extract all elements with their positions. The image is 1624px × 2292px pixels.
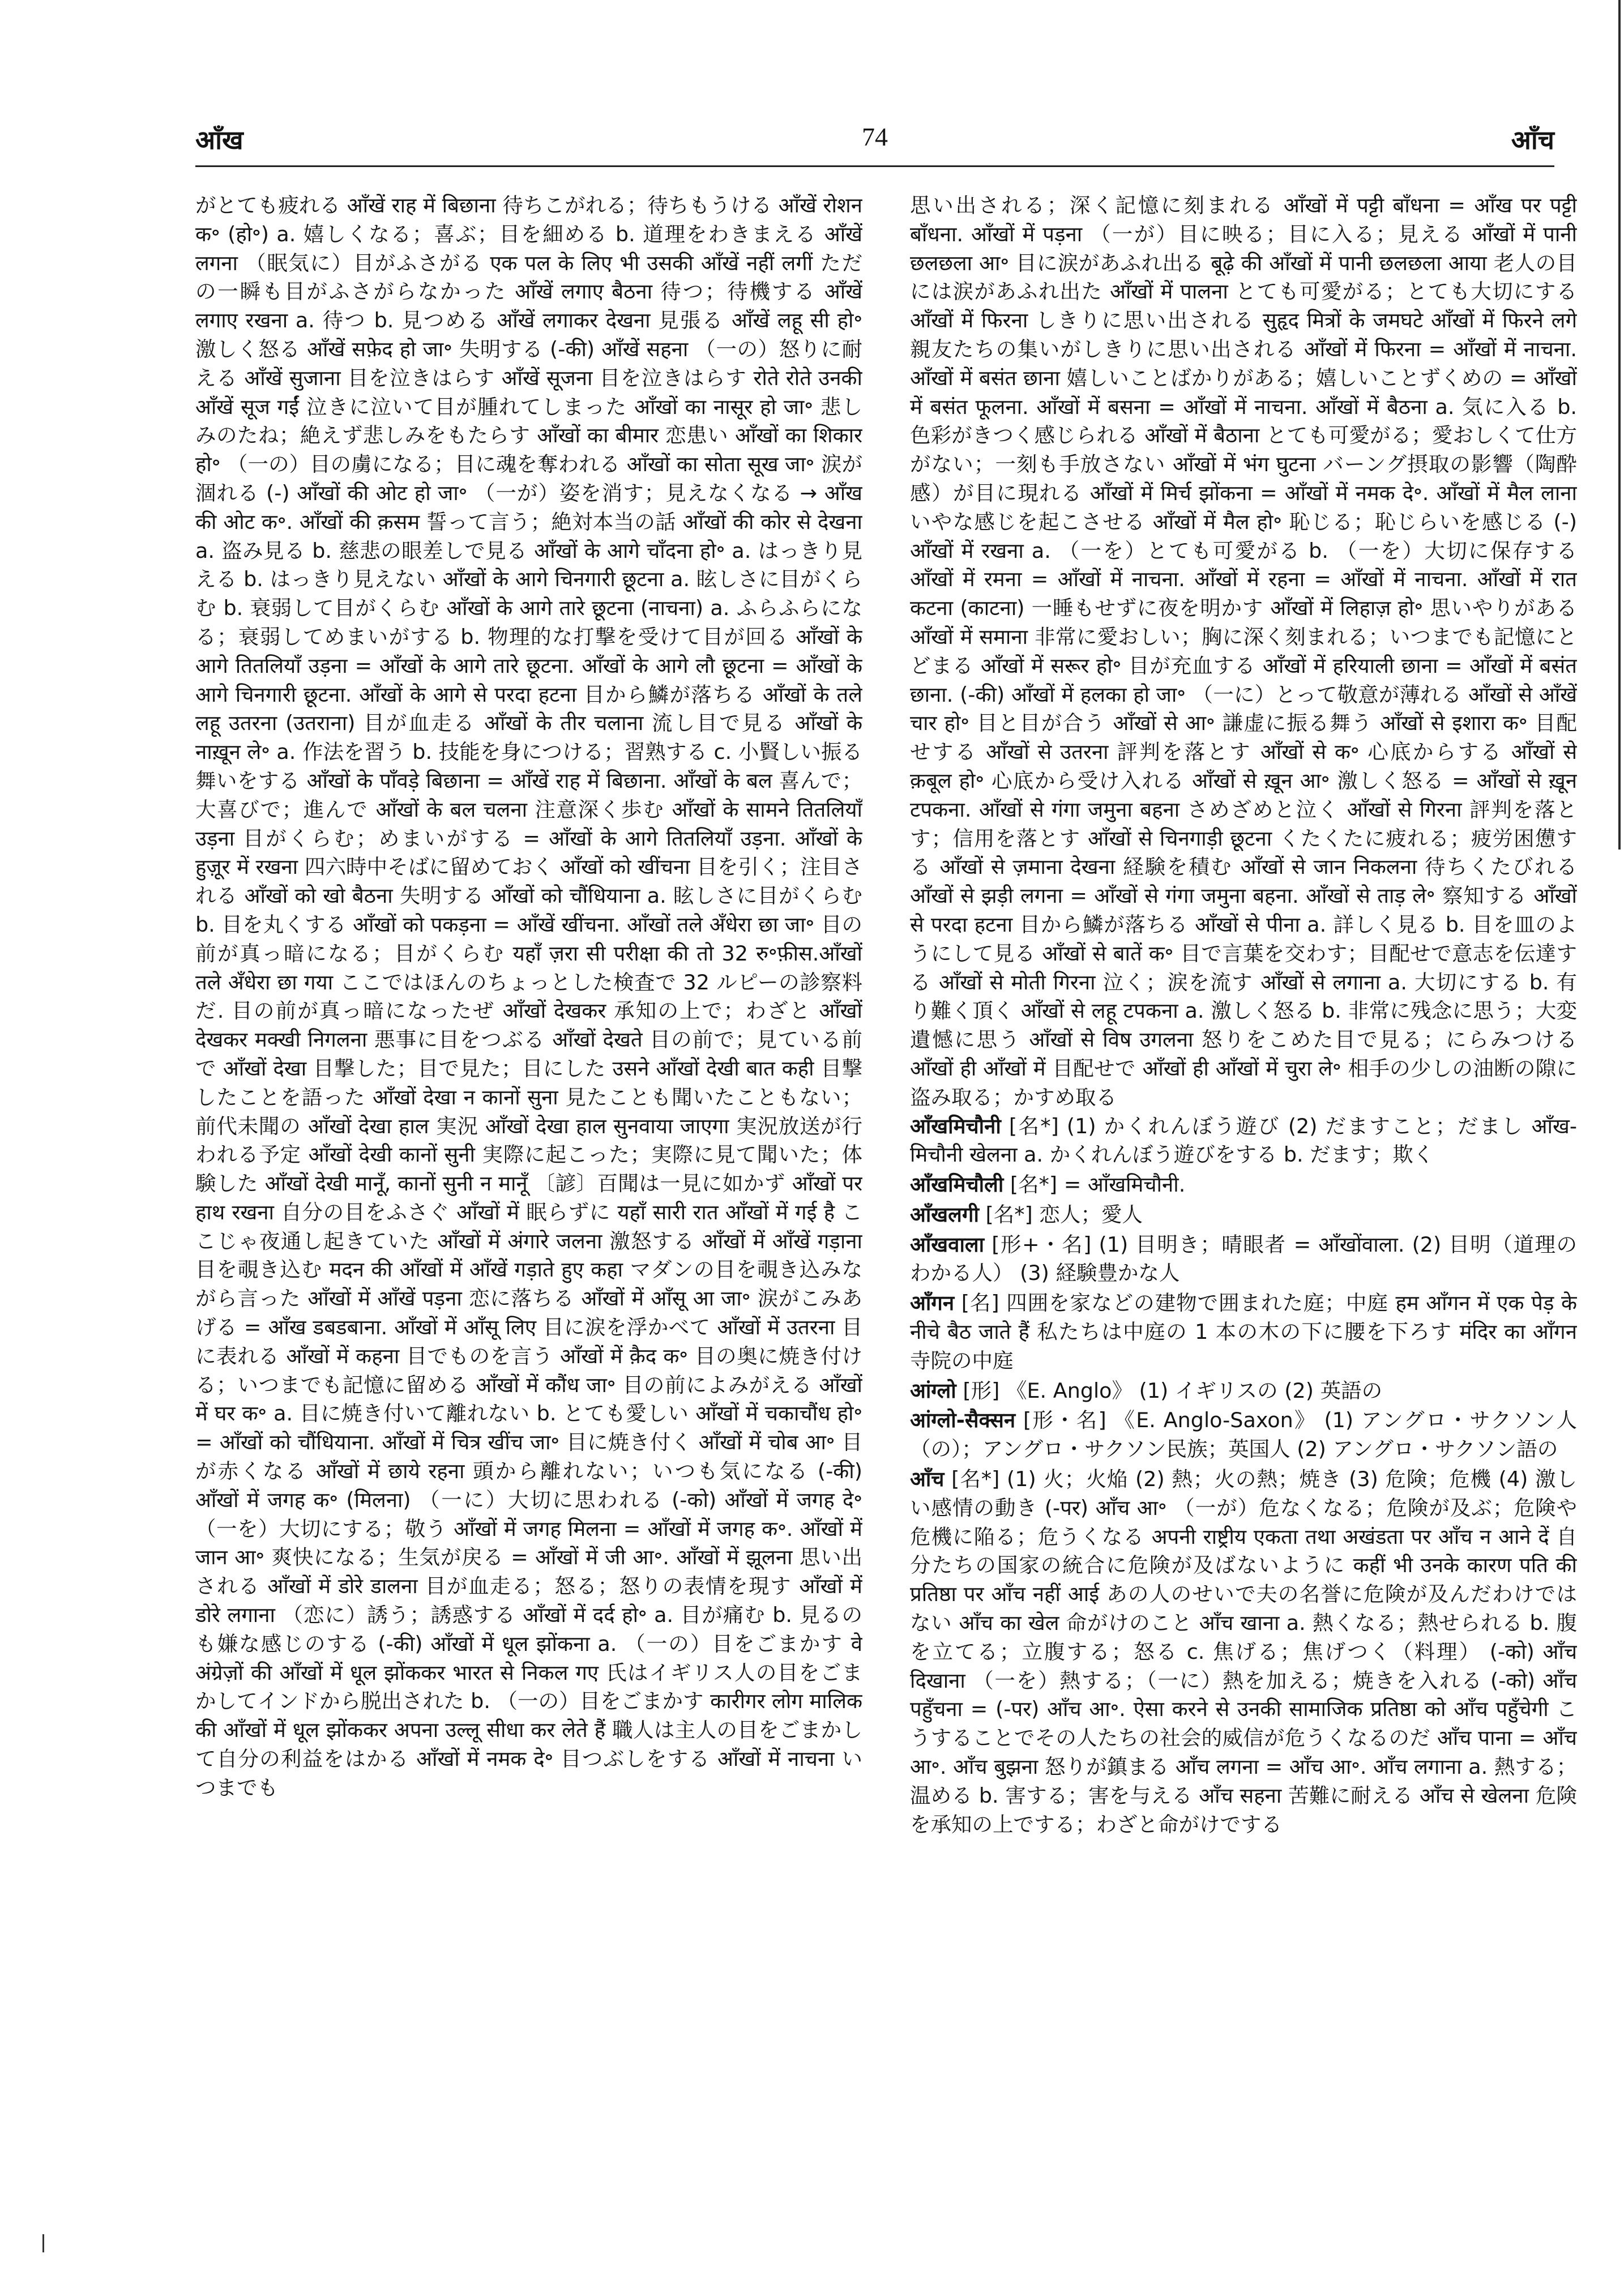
entry-definition: (1) 目明き；晴眼者 = आँखोंवाला. (2) 目明（道理のわかる人） (3) 経験豊かな人 (910, 1232, 1577, 1286)
dictionary-entry (910, 1201, 1577, 1230)
entry-definition: 四囲を家などの建物で囲まれた庭；中庭 हम आँगन में एक पेड़ के नीचे बैठ जाते हैं 私たちは中庭の 1 本の木の下に腰を下ろす मंदिर का आँगन 寺院の中庭 (910, 1291, 1577, 1373)
dictionary-entry (910, 1231, 1577, 1288)
entry-grammar: [名*] (1008, 1113, 1059, 1138)
right-column-continuation: 思い出される；深く記憶に刻まれる आँखों में पट्टी बाँधना = आँख पर पट्टी बाँधना. आँखों में पड़ना （一が）目に映る；目に入る；見える आँखों में पानी छलछला आ॰ 目に涙があふれ出る बूढ़े की आँखों में पानी छलछला आया 老人の目には涙があふれ出た आँखों में पालना とても可愛がる；とても大切にする आँखों में फिरना しきりに思い出される सुहृद मित्रों के जमघटे आँखों में फिरने लगे 親友たちの集いがしきりに思い出される आँखों में फिरना = आँखों में नाचना. आँखों में बसंत छाना 嬉しいことばかりがある；嬉しいことずくめの = आँखों में बसंत फूलना. आँखों में बसना = आँखों में नाचना. आँखों में बैठना a. 気に入る b. 色彩がきつく感じられる आँखों में बैठाना とても可愛がる；愛おしくて仕方がない；一刻も手放さない आँखों में भंग घुटना バーング摂取の影響（陶酔感）が目に現れる आँखों में मिर्च झोंकना = आँखों में नमक दे॰. आँखों में मैल लाना いやな感じを起こさせる आँखों में मैल हो॰ 恥じる；恥じらいを感じる (-) आँखों में रखना a. （一を）とても可愛がる b. （一を）大切に保存する आँखों में रमना = आँखों में नाचना. आँखों में रहना = आँखों में नाचना. आँखों में रात कटना (काटना) 一睡もせずに夜を明かす आँखों में लिहाज़ हो॰ 思いやりがある आँखों में समाना 非常に愛おしい；胸に深く刻まれる；いつまでも記憶にとどまる आँखों में सरूर हो॰ 目が充血する आँखों में हरियाली छाना = आँखों में बसंत छाना. (-की) आँखों में हलका हो जा॰ （一に）とって敬意が薄れる आँखों से आँखें चार हो॰ 目と目が合う आँखों से आ॰ 謙虚に振る舞う आँखों से इशारा क॰ 目配せする आँखों से उतरना 評判を落とす आँखों से क॰ 心底からする आँखों से क़बूल हो॰ 心底から受け入れる आँखों से ख़ून आ॰ 激しく怒る = आँखों से ख़ून टपकना. आँखों से गंगा जमुना बहना さめざめと泣く आँखों से गिरना 評判を落とす；信用を落とす आँखों से चिनगाड़ी छूटना くたくたに疲れる；疲労困憊する आँखों से ज़माना देखना 経験を積む आँखों से जान निकलना 待ちくたびれる आँखों से झड़ी लगना = आँखों से गंगा जमुना बहना. आँखों से ताड़ ले॰ 察知する आँखों से परदा हटना 目から鱗が落ちる आँखों से पीना a. 詳しく見る b. 目を皿のようにして見る आँखों से बातें क॰ 目で言葉を交わす；目配せで意志を伝達する आँखों से मोती गिरना 泣く；涙を流す आँखों से लगाना a. 大切にする b. 有り難く頂く आँखों से लहू टपकना a. 激しく怒る b. 非常に残念に思う；大変遺憾に思う आँखों से विष उगलना 怒りをこめた目で見る；にらみつける आँखों ही आँखों में 目配せで आँखों ही आँखों में चुरा ले॰ 相手の少しの油断の隙に盗み取る；かすめ取る (910, 193, 1577, 1109)
entry-headword: आंग्लो-सैक्सन (910, 1408, 1016, 1433)
right-column (910, 191, 1577, 2230)
entry-grammar: [名] (961, 1291, 999, 1316)
entry-headword: आँखमिचौनी (910, 1113, 1001, 1138)
entry-grammar: [名*] (1010, 1172, 1058, 1197)
dictionary-entry (910, 1406, 1577, 1464)
entry-headword: आँखलगी (910, 1202, 979, 1227)
header-rule (195, 165, 1554, 167)
scan-edge-line (1618, 0, 1621, 850)
dictionary-entry (910, 1112, 1577, 1170)
entry-headword: आँखवाला (910, 1232, 985, 1257)
dictionary-entry (910, 1289, 1577, 1375)
running-head (195, 122, 1554, 161)
dictionary-entry (910, 1465, 1577, 1839)
entry-grammar: [形] (963, 1378, 1000, 1403)
entry-headword: आँच (910, 1467, 945, 1492)
entry-definition: 《E. Anglo-Saxon》 (1) アングロ・サクソン人（の）；アングロ・サクソン民族；英国人 (2) アングロ・サクソン語の (910, 1408, 1577, 1462)
entry-definition: = आँखमिचौनी. (1063, 1172, 1186, 1197)
entry-grammar: [名*] (985, 1202, 1033, 1227)
dictionary-entry (910, 1171, 1577, 1200)
left-column (195, 191, 862, 2230)
entry-grammar: [形・名] (1023, 1408, 1106, 1433)
entry-definition: 恋人；愛人 (1039, 1202, 1143, 1227)
entry-grammar: [形+・名] (992, 1232, 1092, 1257)
entry-headword: आँगन (910, 1291, 955, 1316)
page-number: 74 (862, 122, 888, 151)
entry-headword: आंग्लो (910, 1378, 956, 1403)
dictionary-entry (910, 1377, 1577, 1406)
entry-definition: (1) かくれんぼう遊び (2) だますこと；だまし आँख-मिचौनी खेलना a. かくれんぼう遊びをする b. だます；欺く (910, 1113, 1577, 1167)
entry-definition: (1) 火；火焔 (2) 熱；火の熱；焼き (3) 危険；危機 (4) 激しい感情の動き (-पर) आँच आ॰ （一が）危なくなる；危険が及ぶ；危険や危機に陥る；危うくなる अपनी राष्ट्रीय एकता तथा अखंडता पर आँच न आने दें 自分たちの国家の統合に危険が及ばないように कहीं भी उनके कारण पति की प्रतिष्ठा पर आँच नहीं आई あの人のせいで夫の名誉に危険が及んだわけではない आँच का खेल 命がけのこと आँच खाना a. 熱くなる；熱せられる b. 腹を立てる；立腹する；怒る c. 焦げる；焦げつく（料理） (-को) आँच दिखाना （一を）熱する；（一に）熱を加える；焼きを入れる (-को) आँच पहुँचना = (-पर) आँच आ॰. ऐसा करने से उनकी सामाजिक प्रतिष्ठा को आँच पहुँचेगी こうすることでその人たちの社会的威信が危うくなるのだ आँच पाना = आँच आ॰. आँच बुझना 怒りが鎮まる आँच लगना = आँच आ॰. आँच लगाना a. 熱する；温める b. 害する；害を与える आँच सहना 苦難に耐える आँच से खेलना 危険を承知の上でする；わざと命がけでする (910, 1467, 1577, 1837)
scan-margin-mark (42, 2234, 44, 2252)
right-guide-word: आँच (1511, 125, 1554, 155)
left-guide-word: आँख (195, 125, 243, 155)
left-column-text: がとても疲れる आँखें राह में बिछाना 待ちこがれる；待ちもうける आँखें रोशन क॰ (हो॰) a. 嬉しくなる；喜ぶ；目を細める b. 道理をわきまえる आँखें लगना （眠気に）目がふさがる एक पल के लिए भी उसकी आँखें नहीं लगीं ただの一瞬も目がふさがらなかった आँखें लगाए बैठना 待つ；待機する आँखें लगाए रखना a. 待つ b. 見つめる आँखें लगाकर देखना 見張る आँखें लहू सी हो॰ 激しく怒る आँखें सफ़ेद हो जा॰ 失明する (-की) आँखें सहना （一の）怒りに耐える आँखें सुजाना 目を泣きはらす आँखें सूजना 目を泣きはらす रोते रोते उनकी आँखें सूज गईं 泣きに泣いて目が腫れてしまった आँखों का नासूर हो जा॰ 悲しみのたね；絶えず悲しみをもたらす आँखों का बीमार 恋患い आँखों का शिकार हो॰ （一の）目の虜になる；目に魂を奪われる आँखों का सोता सूख जा॰ 涙が涸れる (-) आँखों की ओट हो जा॰ （一が）姿を消す；見えなくなる → आँख की ओट क॰. आँखों की क़सम 誓って言う；絶対本当の話 आँखों की कोर से देखना a. 盗み見る b. 慈悲の眼差しで見る आँखों के आगे चाँदना हो॰ a. はっきり見える b. はっきり見えない आँखों के आगे चिनगारी छूटना a. 眩しさに目がくらむ b. 衰弱して目がくらむ आँखों के आगे तारे छूटना (नाचना) a. ふらふらになる；衰弱してめまいがする b. 物理的な打撃を受けて目が回る आँखों के आगे तितलियाँ उड़ना = आँखों के आगे तारे छूटना. आँखों के आगे लौ छूटना = आँखों के आगे चिनगारी छूटना. आँखों के आगे से परदा हटना 目から鱗が落ちる आँखों के तले लहू उतरना (उतराना) 目が血走る आँखों के तीर चलाना 流し目で見る आँखों के नाख़ून ले॰ a. 作法を習う b. 技能を身につける；習熟する c. 小賢しい振る舞いをする आँखों के पाँवड़े बिछाना = आँखें राह में बिछाना. आँखों के बल 喜んで；大喜びで；進んで आँखों के बल चलना 注意深く歩む आँखों के सामने तितलियाँ उड़ना 目がくらむ；めまいがする = आँखों के आगे तितलियाँ उड़ना. आँखों के हुज़ूर में रखना 四六時中そばに留めておく आँखों को खींचना 目を引く；注目される आँखों को खो बैठना 失明する आँखों को चौंधियाना a. 眩しさに目がくらむ b. 目を丸くする आँखों को पकड़ना = आँखें खींचना. आँखों तले अँधेरा छा जा॰ 目の前が真っ暗になる；目がくらむ यहाँ ज़रा सी परीक्षा की तो 32 रु॰फ़ीस.आँखों तले अँधेरा छा गया ここではほんのちょっとした検査で 32 ルピーの診察料だ. 目の前が真っ暗になったぜ आँखों देखकर 承知の上で；わざと आँखों देखकर मक्खी निगलना 悪事に目をつぶる आँखों देखते 目の前で；見ている前で आँखों देखा 目撃した；目で見た；目にした उसने आँखों देखी बात कही 目撃したことを語った आँखों देखा न कानों सुना 見たことも聞いたこともない；前代未聞の आँखों देखा हाल 実況 आँखों देखा हाल सुनवाया जाएगा 実況放送が行われる予定 आँखों देखी कानों सुनी 実際に起こった；実際に見て聞いた；体験した आँखों देखी मानूँ, कानों सुनी न मानूँ 〔諺〕百聞は一見に如かず आँखों पर हाथ रखना 自分の目をふさぐ आँखों में 眠らずに यहाँ सारी रात आँखों में गई है ここじゃ夜通し起きていた आँखों में अंगारे जलना 激怒する आँखों में आँखें गड़ाना 目を覗き込む मदन की आँखों में आँखें गड़ाते हुए कहा マダンの目を覗き込みながら言った आँखों में आँखें पड़ना 恋に落ちる आँखों में आँसू आ जा॰ 涙がこみあげる = आँख डबडबाना. आँखों में आँसू लिए 目に涙を浮かべて आँखों में उतरना 目に表れる आँखों में कहना 目でものを言う आँखों में क़ैद क॰ 目の奥に焼き付ける；いつまでも記憶に留める आँखों में कौंध जा॰ 目の前によみがえる आँखों में घर क॰ a. 目に焼き付いて離れない b. とても愛しい आँखों में चकाचौंध हो॰ = आँखों को चौंधियाना. आँखों में चित्र खींच जा॰ 目に焼き付く आँखों में चोब आ॰ 目が赤くなる आँखों में छाये रहना 頭から離れない；いつも気になる (-की) आँखों में जगह क॰ (मिलना) （一に）大切に思われる (-को) आँखों में जगह दे॰ （一を）大切にする；敬う आँखों में जगह मिलना = आँखों में जगह क॰. आँखों में जान आ॰ 爽快になる；生気が戻る = आँखों में जी आ॰. आँखों में झूलना 思い出される आँखों में डोरे डालना 目が血走る；怒る；怒りの表情を現す आँखों में डोरे लगाना （恋に）誘う；誘惑する आँखों में दर्द हो॰ a. 目が痛む b. 見るのも嫌な感じのする (-की) आँखों में धूल झोंकना a. （一の）目をごまかす वे अंग्रेज़ों की आँखों में धूल झोंककर भारत से निकल गए 氏はイギリス人の目をごまかしてインドから脱出された b. （一の）目をごまかす कारीगर लोग मालिक की आँखों में धूल झोंककर अपना उल्लू सीधा कर लेते हैं 職人は主人の目をごまかして自分の利益をはかる आँखों में नमक दे॰ 目つぶしをする आँखों में नाचना いつまでも (195, 193, 862, 1800)
entry-headword: आँखमिचौली (910, 1172, 1004, 1197)
entry-grammar: [名*] (951, 1467, 1000, 1492)
entry-definition: 《E. Anglo》 (1) イギリスの (2) 英語の (1006, 1378, 1383, 1403)
